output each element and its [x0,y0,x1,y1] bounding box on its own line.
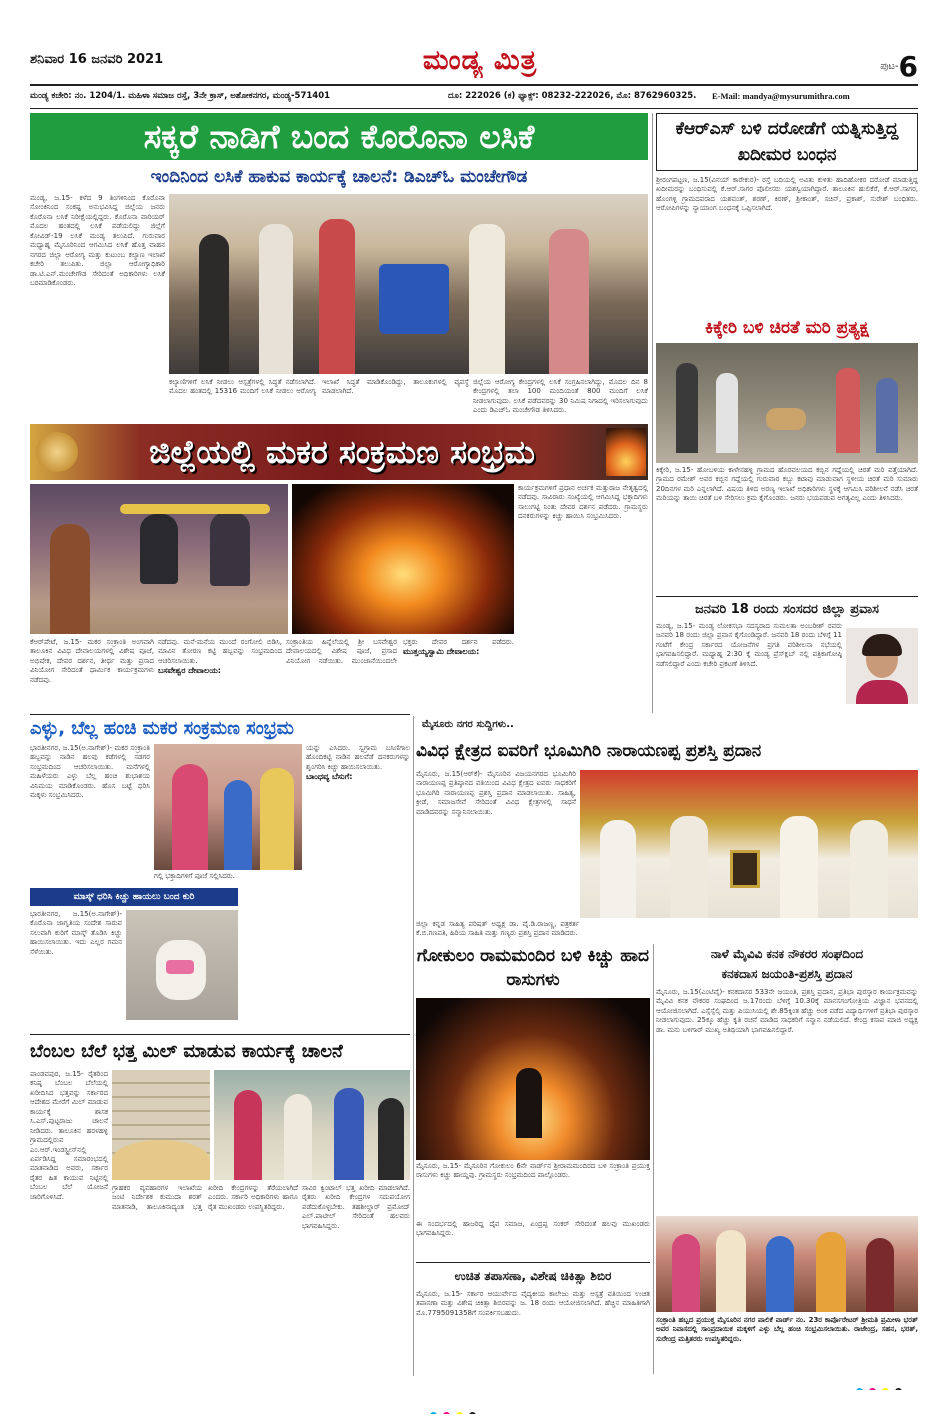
temple-photo [30,484,288,634]
paddy-body-left: ಪಾಂಡವಪುರ, ಜ.15- ರೈತರಿಂದ ಕನಿಷ್ಠ ಬೆಂಬಲ ಬೆಲೆಯಲ್ಲಿ ಖರೀದಿಸಿದ ಭತ್ತವನ್ನು ಸರ್ಕಾರದ ಆದೇಶದ ಮೇರೆಗೆ ಮಿಲ್ ಮಾಡುವ ಕಾರ್ಯಕ್ಕೆ ಶಾಸಕ ಸಿ.ಎಸ್.ಪುಟ್ಟರಾಜು ಚಾಲನೆ ನೀಡಿದರು. ತಾಲೂಕಿನ ಹರಳಹಳ್ಳಿ ಗ್ರಾಮದಲ್ಲಿರುವ ಎಂ.ಆರ್.ಇಂಡಸ್ಟ್ರೀಸ್‌ನಲ್ಲಿ ಏರ್ಪಡಿಸಿದ್ದ ಸಮಾರಂಭದಲ್ಲಿ ಮಾತನಾಡಿದ ಅವರು, ಸರ್ಕಾರ ರೈತರ ಹಿತ ಕಾಯುವ ನಿಟ್ಟಿನಲ್ಲಿ ಬೆಂಬಲ ಬೆಲೆ ಯೋಜನೆ ಜಾರಿಗೊಳಿಸಿದೆ. [30,1070,108,1201]
masthead-phone: ದೂ: 222026 (ಕ) ಫ್ಯಾಕ್ಸ್: 08232-222026, ಮೊ: 8762960325. [448,91,697,101]
award-caption: ಜಿಲ್ಲಾ ಕನ್ನಡ ಸಾಹಿತ್ಯ ಪರಿಷತ್ ಅಧ್ಯಕ್ಷ ಡಾ. ವೈ.ಡಿ.ರಾಜಣ್ಣ, ಪತ್ರಕರ್ತ ಕೆ.ಬಿ.ಗಣಪತಿ, ಹಿರಿಯ ಸಾಹಿತಿ ಮತ್ತು ಗಣ್ಯರು ಪ್ರಶಸ್ತಿ ಪ್ರದಾನ ಮಾಡಿದರು. [416,920,580,938]
award-plaque-icon [730,850,760,888]
mask-icon [166,960,194,974]
sumalatha-saree-icon [856,680,908,704]
sankranti-headline: ಜಿಲ್ಲೆಯಲ್ಲಿ ಮಕರ ಸಂಕ್ರಮಣ ಸಂಭ್ರಮ [149,433,535,471]
gokulam-body: ಈ ಸಂದರ್ಭದಲ್ಲಿ ಹಾಜರಿದ್ದ ದೈವ ಸಮಾಜ, ಏಂದ್ರಪ್ಪ ಸಂಕರ್ ಸೇರಿದಂತೆ ಹಲವು ಮುಖಂಡರು ಭಾಗವಹಿಸಿದ್ದರು. [416,1220,650,1238]
sumalatha-rule [656,596,918,597]
sankranti-caption: ಕೆಆರ್‌ಪೇಟೆ, ಜ.15- ಮಕರ ಸಂಕ್ರಾಂತಿ ಅಂಗವಾಗಿ ತಾಲೂಕಿನ ವಿವಿಧ ದೇವಾಲಯಗಳಲ್ಲಿ ವಿಶೇಷ ಪೂಜೆ, ಅಭಿಷೇಕ, ದೇವರ ದರ್ಶನ, ತೀರ್ಥ ಮತ್ತು ಪ್ರಸಾದ ವಿನಿಯೋಗ ಸೇರಿದಂತೆ ಧಾರ್ಮಿಕ ಕಾರ್ಯಕ್ರಮಗಳು ನಡೆದವು. [30,638,154,684]
leopard-photo [656,343,918,463]
page-number: 6 [898,50,918,80]
health-headline: ಉಚಿತ ತಪಾಸಣಾ, ವಿಶೇಷ ಚಿಕಿತ್ಸಾ ಶಿಬಿರ [454,1269,612,1283]
person-figure-5 [549,229,589,374]
sankranti-body-a [158,638,282,712]
leopard-cub-icon [766,408,806,430]
sankranti-body-b [286,638,514,712]
divider-lower-mid [413,716,414,1376]
masthead-logo: ಮಂಡ್ಯ ಮಿತ್ರ [422,45,538,76]
kanaka-caption: ಸಂಕ್ರಾಂತಿ ಹಬ್ಬದ ಪ್ರಯುಕ್ತ ಮೈಸೂರಿನ ನಗರ ಪಾಲಿಕೆ ವಾರ್ಡ್ ನಂ. 23ರ ಕಾರ್ಪೊರೇಟರ್ ಶ್ರೀಮತಿ ಪ್ರಮೀಳಾ ಭರತ್ ಅವರ ನಿವಾಸದಲ್ಲಿ ಸಾಂಪ್ರದಾಯಿಕ ಮಕ್ಕಳಿಗೆ ಎಳ್ಳು ಬೆಲ್ಲ ಹಂಚಿ ಸಂಭ್ರಮಿಸಲಾಯಿತು. ರಾಜೇಂದ್ರ, ಸಹನ, ಭರತ್, ಸುರೇಂದ್ರ ಮತ್ತಿತರರು ಉಪಸ್ಥಿತರಿದ್ದರು. [656,1316,918,1343]
idol-icon-2 [210,512,250,586]
official-figure-3 [334,1088,364,1180]
person-figure-4 [469,224,505,374]
leopard-headline: ಕಿಕ್ಕೇರಿ ಬಳಿ ಚಿರತೆ ಮರಿ ಪ್ರತ್ಯಕ್ಷ [705,318,869,338]
sankranti-body-c: ಕಾರ್ಯಕ್ರಮಗಳಿಗೆ ಪ್ರಧಾನ ಅರ್ಚಕ ಮತ್ತುರಾಜ ನೇತೃತ್ವದಲ್ಲಿ ನಡೆದವು. ಸಾವಿರಾರು ಸಂಖ್ಯೆಯಲ್ಲಿ ಆಗಮಿಸಿದ್ದ ಭಕ್ತಾದಿಗಳು ಸಾಲುಗಟ್ಟಿ ನಿಂತು ದೇವರ ದರ್ಶನ ಪಡೆದರು. ಗ್ರಾಮಸ್ಥರು ದನಕರುಗಳನ್ನು ಕಿಚ್ಚು ಹಾಯಿಸಿ ಸಂಭ್ರಮಿಸಿದರು. [518,484,648,521]
group-figure-1 [672,1234,700,1312]
paddy-photo-people [214,1070,410,1180]
vaccine-headline: ಸಕ್ಕರೆ ನಾಡಿಗೆ ಬಂದ ಕೊರೊನಾ ಲಸಿಕೆ [143,117,535,156]
ellu-rule [30,714,410,715]
gokulam-headline: ಗೋಕುಲಂ ರಾಮಮಂದಿರ ಬಳಿ ಕಿಚ್ಚು ಹಾದ ರಾಸುಗಳು [417,946,649,990]
award-headline: ವಿವಿಧ ಕ್ಷೇತ್ರದ ಐವರಿಗೆ ಭೂಮಿಗಿರಿ ನಾರಾಯಣಪ್ಪ ಪ್ರಶಸ್ತಿ ಪ್ರದಾನ [416,741,762,761]
group-figure-4 [816,1232,846,1312]
theft-headline: ಕೆಆರ್‌ಎಸ್ ಬಳಿ ದರೋಡೆಗೆ ಯತ್ನಿಸುತ್ತಿದ್ದ ಖದೀಮರ ಬಂಧನ [675,119,899,165]
gokulam-headline-box [416,944,650,996]
divider-right-column [652,113,653,713]
ellu-headline: ಎಳ್ಳು, ಬೆಲ್ಲ ಹಂಚಿ ಮಕರ ಸಂಕ್ರಮಣ ಸಂಭ್ರಮ [30,718,294,739]
sankranti-subhead-a: ಬಸವೇಶ್ವರ ದೇವಾಲಯ: [158,666,221,676]
ellu-body-b-text: ಯನ್ನು ಎಸಿದರು. ಸ್ವಗ್ರಾಮ ಬಸಿಣಿಗಾಲ ಹೊಂದಿಕಟ್ಟಿ ನಾಡಿನ ಹಲವೆಡೆ ದನಕರುಗಳನ್ನು ಶೃಂಗರಿಸಿ ಕಿಚ್ಚು ಹಾಯಿಸಲಾಯಿತು. [306,744,410,771]
registration-marks-right [856,1380,926,1390]
idol-icon-1 [140,514,178,584]
official-figure-4 [378,1098,404,1180]
priest-figure [50,524,90,634]
ellu-photo [154,744,302,870]
kanaka-subhead: ಕನಕದಾಸ ಜಯಂತಿ-ಪ್ರಶಸ್ತಿ ಪ್ರದಾನ [721,967,853,981]
vaccine-body-right-visible: ಜಿಲ್ಲೆಯ ಆರೋಗ್ಯ ಕೇಂದ್ರಗಳಲ್ಲಿ ಲಸಿಕೆ ಸಂಗ್ರಹಿಸಲಾಗಿದ್ದು, ಮೊದಲ ದಿನ 8 ಕೇಂದ್ರಗಳಲ್ಲಿ ತಲಾ 100 ಮಂದಿಯಂತೆ 800 ಮಂದಿಗೆ ಲಸಿಕೆ ನೀಡಲಾಗುವುದು. ಲಸಿಕೆ ಪಡೆದವರನ್ನು 30 ನಿಮಿಷ ನಿಗಾದಲ್ಲಿ ಇರಿಸಲಾಗುವುದು ಎಂದು ಡಿಎಚ್‌ಓ ಮಂಚೇಗೌಡ ತಿಳಿಸಿದರು. [473,378,648,415]
kanaka-photo [656,1216,918,1312]
vaccine-box-icon [379,264,449,334]
villager-figure-1 [676,363,698,453]
person-figure-1 [199,234,229,374]
villager-figure-3 [836,368,860,453]
leopard-body: ಕಿಕ್ಕೇರಿ, ಜ.15- ಹೋಬಳಿಯ ಕಾಳೇನಹಳ್ಳಿ ಗ್ರಾಮದ ಹೊರವಲಯದ ಕಬ್ಬಿನ ಗದ್ದೆಯಲ್ಲಿ ಚಿರತೆ ಮರಿ ಪತ್ತೆಯಾಗಿದೆ. ಗ್ರಾಮದ ರಮೇಶ್ ಅವರ ಕಬ್ಬಿನ ಗದ್ದೆಯಲ್ಲಿ ಗುರುವಾರ ಕಬ್ಬು ಕಟಾವು ಮಾಡುವಾಗ ಸ್ಥಳೀಯ ಚಿರತೆ ಮರಿ ಸುಮಾರು 20ದಿನಗಳ ಮರಿ ಎನ್ನಲಾಗಿದೆ. ವಿಷಯ ತಿಳಿದ ಅರಣ್ಯ ಇಲಾಖೆ ಅಧಿಕಾರಿಗಳು ಸ್ಥಳಕ್ಕೆ ಆಗಮಿಸಿ ಪರಿಶೀಲನೆ ನಡೆಸಿ ಚಿರತೆ ಮರಿಯನ್ನು ತಾಯಿ ಚಿರತೆ ಬಳಿ ಸೇರಿಸಲು ಕ್ರಮ ಕೈಗೊಂಡರು. ಜನರು ಭಯಪಡುವ ಅಗತ್ಯವಿಲ್ಲ ಎಂದು ತಿಳಿಸಿದರು. [656,466,918,503]
kanaka-body: ಮೈಸೂರು, ಜ.15(ಎಂಟಿವೈ)- ಕನಕದಾಸರ 533ನೇ ಜಯಂತಿ, ಪ್ರಶಸ್ತಿ ಪ್ರದಾನ, ಪ್ರತಿಭಾ ಪುರಸ್ಕಾರ ಕಾರ್ಯಕ್ರಮವನ್ನು ಮೈವಿವಿ ಕನಕ ನೌಕರರ ಸಂಘದಿಂದ ಜ.17ರಂದು ಬೆಳಿಗ್ಗೆ 10.30ಕ್ಕೆ ಮಾನಸಗಂಗೋತ್ರಿಯ ವಿಜ್ಞಾನ ಭವನದಲ್ಲಿ ಆಯೋಜಿಸಲಾಗಿದೆ. ಎಸ್ಸೆಸ್ಸೆಲ್ಸಿ ಮತ್ತು ಪಿಯುಸಿಯಲ್ಲಿ ಶೇ.85ಕ್ಕಿಂತ ಹೆಚ್ಚು ಅಂಕ ಪಡೆದ ವಿದ್ಯಾರ್ಥಿಗಳಿಗೆ ಪ್ರತಿಭಾ ಪುರಸ್ಕಾರ ನೀಡಲಾಗುವುದು. 25ಕ್ಕೂ ಹೆಚ್ಚು ಕೃತಿ ರಚನೆ ಮಾಡಿದ ಸಾಧಕರಿಗೆ ಸನ್ಮಾನ ನಡೆಯಲಿದೆ. ಕೇಂದ್ರ ಕಸಾಪ ಮಾಜಿ ಅಧ್ಯಕ್ಷ ಡಾ. ಮನು ಬಳಿಗಾರ್ ಮುಖ್ಯ ಅತಿಥಿಯಾಗಿ ಭಾಗವಹಿಸಲಿದ್ದಾರೆ. [656,988,918,1034]
paddy-photo-sacks [112,1070,210,1180]
villager-figure-4 [876,378,898,453]
registration-marks [430,1404,520,1414]
mask-body: ಭಾರತೀನಗರ, ಜ.15(ಅ.ನಾಗೇಶ್)- ಕೊರೊನಾ ಜಾಗೃತಿಯ ಸಂದೇಶ ಸಾರುವ ಸಲುವಾಗಿ ಕುರಿಗೆ ಮಾಸ್ಕ್ ತೊಡಿಸಿ ಕಿಚ್ಚು ಹಾಯಿಸಲಾಯಿತು. ಇದು ಎಲ್ಲರ ಗಮನ ಸೆಳೆಯಿತು. [30,910,122,956]
health-body: ಮೈಸೂರು, ಜ.15- ಸರ್ಕಾರ ಆಯುರ್ವೇದ ವೈದ್ಯಕೀಯ ಕಾಲೇಜು ಮತ್ತು ಆಸ್ಪತ್ರೆ ವತಿಯಿಂದ ಉಚಿತ ತಪಾಸಣಾ ಮತ್ತು ವಿಶೇಷ ಚಿಕಿತ್ಸಾ ಶಿಬಿರವನ್ನು ಜ. 18 ರಂದು ಆಯೋಜಿಸಲಾಗಿದೆ. ಹೆಚ್ಚಿನ ಮಾಹಿತಿಗಾಗಿ ಮೊ.7795091358ಗೆ ಸಂಪರ್ಕಿಸಬಹುದು. [416,1290,650,1317]
sankranti-subhead-b: ಮುತ್ತಯ್ಯಸ್ವಾಮಿ ದೇವಾಲಯ: [403,647,480,657]
paddy-body-right: ಸಾವಿರ ಕ್ವಿಂಟಾಲ್ ಭತ್ತ ಖರೀದಿ ಮಾಡಲಾಗಿದೆ. ರೈತರು ಖರೀದಿ ಕೇಂದ್ರಗಳ ಸದುಪಯೋಗ ಪಡೆದುಕೊಳ್ಳಬೇಕು. ತಹಶೀಲ್ದಾರ್ ಪ್ರಮೋದ್ ಎಲ್.ಪಾಟೀಲ್ ಸೇರಿದಂತೆ ಹಲವರು ಭಾಗವಹಿಸಿದ್ದರು. [302,1184,410,1230]
vaccine-headline-bar [30,113,648,160]
sheep-photo [126,910,238,1020]
masthead-address: ಮಂಡ್ಯ ಕಚೇರಿ: ನಂ. 1204/1. ಮಹಿಳಾ ಸಮಾಜ ರಸ್ತೆ, 3ನೇ ಕ್ರಾಸ್, ಅಶೋಕನಗರ, ಮಂಡ್ಯ-571401 [30,91,331,101]
sumalatha-headline: ಜನವರಿ 18 ರಂದು ಸಂಸದರ ಜಿಲ್ಲಾ ಪ್ರವಾಸ [695,602,879,617]
villager-figure-2 [716,373,738,453]
official-figure-1 [234,1090,262,1180]
child-figure [224,780,252,870]
ellu-body: ಭಾರತೀನಗರ, ಜ.15(ಅ.ನಾಗೇಶ್)- ಮಕರ ಸಂಕ್ರಾಂತಿ ಹಬ್ಬವನ್ನು ನಾಡಿನ ಹಲವು ಕಡೆಗಳಲ್ಲಿ ಸಡಗರ ಸಂಭ್ರಮದಿಂದ ಆಚರಿಸಲಾಯಿತು. ಮನೆಗಳಲ್ಲಿ ಮಹಿಳೆಯರು ಎಳ್ಳು ಬೆಲ್ಲ ಹಂಚಿ ಶುಭಾಶಯ ವಿನಿಮಯ ಮಾಡಿಕೊಂಡರು. ಹೊಸ ಬಟ್ಟೆ ಧರಿಸಿ ಮಕ್ಕಳು ಸಂಭ್ರಮಿಸಿದರು. [30,744,150,800]
masthead-rule-top [30,84,918,86]
page-label-text: ಪುಟ- [880,61,899,72]
awardee-figure-2 [670,816,708,918]
fire-icon [606,428,646,476]
divider-lower-right [653,944,654,1374]
mask-continued [242,888,410,1030]
health-rule [416,1262,650,1263]
masthead-rule-bottom [30,108,918,109]
sankranti-banner [30,424,648,480]
grain-pile-icon [112,1140,210,1180]
awardee-figure-4 [850,820,888,918]
sankranti-body-b-text: ಸಂಕ್ರಾಂತಿಯ ಹಿನ್ನೆಲೆಯಲ್ಲಿ ಶ್ರೀ ಬಸವೇಶ್ವರ ದೇವಾಲಯದಲ್ಲಿ ವಿಶೇಷ ಪೂಜೆ, ಪ್ರಸಾದ ವಿನಿಯೋಗ ನಡೆಯಿತು. ಮುಂಜಾನೆಯಿಂದಲೇ ಭಕ್ತರು ದೇವರ ದರ್ಶನ ಪಡೆದರು. [286,638,514,665]
garland-icon [120,504,270,514]
paddy-rule [30,1034,410,1035]
theft-body: ಶ್ರೀರಂಗಪಟ್ಟಣ, ಜ.15(ವಿನಯ್ ಕಾರೇಕುರ)- ರಸ್ತೆ ಬದಿಯಲ್ಲಿ ಅವಿತು ಕುಳಿತು ಹಾದಿಹೋಕರ ದರೋಡೆ ಮಾಡುತ್ತಿದ್ದ ಖದೀಮರನ್ನು ಬಂಧಿಸುವಲ್ಲಿ ಕೆ.ಆರ್.ಸಾಗರ ಪೊಲೀಸರು ಯಶಸ್ವಿಯಾಗಿದ್ದಾರೆ. ತಾಲೂಕಿನ ಹುಲಿಕೆರೆ, ಕೆ.ಆರ್.ಸಾಗರ, ಹೊಂಗಳ್ಳಿ ಗ್ರಾಮದವರಾದ ಯಶವಂತ್, ಶರಣ್, ಕಿರಣ್, ಶ್ರೀಕಾಂತ್, ಸಚಿನ್, ಪ್ರಕಾಶ್, ಸುರೇಶ್ ಬಂಧಿತರು. ಆರೋಪಿಗಳನ್ನು ನ್ಯಾಯಾಂಗ ಬಂಧನಕ್ಕೆ ಒಪ್ಪಿಸಲಾಗಿದೆ. [656,176,918,213]
vaccine-subhead: ಇಂದಿನಿಂದ ಲಸಿಕೆ ಹಾಕುವ ಕಾರ್ಯಕ್ಕೆ ಚಾಲನೆ: ಡಿಎಚ್‌ಓ ಮಂಚೇಗೌಡ [150,167,528,187]
bonfire-photo [292,484,514,634]
vaccine-body-left: ಮಂಡ್ಯ, ಜ.15- ಕಳೆದ 9 ತಿಂಗಳಿನಿಂದ ಕೊರೊನಾ ಸೋಂಕಿನಿಂದ ಸಂಕಷ್ಟ ಅನುಭವಿಸಿದ್ದ ಜಿಲ್ಲೆಯ ಜನರು ಕೊರೊನಾ ಲಸಿಕೆ ನಿರೀಕ್ಷೆಯಲ್ಲಿದ್ದರು. ಕೊರೊನಾ ವಾರಿಯರ್ ಮೊದಲ ಹಂತದಲ್ಲಿ ಲಸಿಕೆ ಪಡೆಯಲಿದ್ದು ಜಿಲ್ಲೆಗೆ ಕೋವಿಡ್-19 ಲಸಿಕೆ ಮಂಡ್ಯ ತಲುಪಿದೆ. ಗುರುವಾರ ಮಧ್ಯಾಹ್ನ ಮೈಸೂರಿನಿಂದ ಆಗಮಿಸಿದ ಲಸಿಕೆ ಹೊತ್ತ ವಾಹನ ನಗರದ ಜಿಲ್ಲಾ ಆರೋಗ್ಯ ಮತ್ತು ಕುಟುಂಬ ಕಲ್ಯಾಣ ಇಲಾಖೆ ಕಚೇರಿ ತಲುಪಿತು. ಜಿಲ್ಲಾ ಆರೋಗ್ಯಾಧಿಕಾರಿ ಡಾ.ಟಿ.ಎನ್.ಮಂಚೇಗೌಡ ಸೇರಿದಂತೆ ಅಧಿಕಾರಿಗಳು ಲಸಿಕೆ ಬರಮಾಡಿಕೊಂಡರು. [30,194,165,287]
sumalatha-hair-icon [862,634,902,656]
sumalatha-body: ಮಂಡ್ಯ, ಜ.15- ಮಂಡ್ಯ ಲೋಕಸಭಾ ಸದಸ್ಯರಾದ ಸುಮಲತಾ ಅಂಬರೀಶ್ ರವರು ಜನವರಿ 18 ರಂದು ಜಿಲ್ಲಾ ಪ್ರವಾಸ ಕೈಗೊಂಡಿದ್ದಾರೆ. ಜನವರಿ 18 ರಂದು ಬೆಳಿಗ್ಗೆ 11 ಗಂಟೆಗೆ ಕೇಂದ್ರ ಸರ್ಕಾರದ ಯೋಜನೆಗಳ ಪ್ರಗತಿ ಪರಿಶೀಲನಾ ಸಭೆಯಲ್ಲಿ ಭಾಗವಹಿಸಲಿದ್ದಾರೆ. ಮಧ್ಯಾಹ್ನ 2:30 ಕ್ಕೆ ಮಂಡ್ಯ ಪ್ರೆಸ್‌ಕ್ಲಬ್ ನಲ್ಲಿ ಪತ್ರಿಕಾಗೋಷ್ಠಿ ನಡೆಸಲಿದ್ದಾರೆ ಎಂದು ಕಚೇರಿ ಪ್ರಕಟಣೆ ತಿಳಿಸಿದೆ. [656,622,842,668]
person-figure-2 [259,224,293,374]
masthead-email: E-Mail: mandya@mysurumithra.com [712,91,850,101]
group-figure-2 [716,1230,746,1312]
award-body: ಮೈಸೂರು, ಜ.15(ಆರ್‌ಕೆ)- ಮೈಸೂರಿನ ವಿಜಯನಗರದ ಭೂಮಿಗಿರಿ ನಾರಾಯಣಪ್ಪ ಪ್ರತಿಷ್ಠಾನದ ವತಿಯಿಂದ ವಿವಿಧ ಕ್ಷೇತ್ರದ ಐವರು ಸಾಧಕರಿಗೆ ಭೂಮಿಗಿರಿ ನಾರಾಯಣಪ್ಪ ಪ್ರಶಸ್ತಿ ಪ್ರದಾನ ಮಾಡಲಾಯಿತು. ಸಾಹಿತ್ಯ, ಕ್ರೀಡೆ, ಸಮಾಜಸೇವೆ ಸೇರಿದಂತೆ ವಿವಿಧ ಕ್ಷೇತ್ರಗಳಲ್ಲಿ ಸಾಧನೆ ಮಾಡಿದವರನ್ನು ಸನ್ಮಾನಿಸಲಾಯಿತು. [416,770,576,816]
awardee-figure-3 [780,816,818,918]
mask-headline: ಮಾಸ್ಕ್ ಧರಿಸಿ ಕಿಚ್ಚು ಹಾಯಲು ಬಂದ ಕುರಿ [30,888,238,906]
sweets-bowl-icon [36,432,78,472]
kanaka-headline: ನಾಳೆ ಮೈವಿವಿ ಕನಕ ನೌಕರರ ಸಂಘದಿಂದ [710,947,864,961]
vaccine-photo [169,194,648,374]
awardee-figure-1 [600,820,636,918]
woman-figure-1 [172,764,208,870]
paddy-headline: ಬೆಂಬಲ ಬೆಲೆ ಭತ್ತ ಮಿಲ್ ಮಾಡುವ ಕಾರ್ಯಕ್ಕೆ ಚಾಲನೆ [30,1041,343,1062]
group-figure-3 [766,1236,794,1312]
paddy-body-mid: ಗ್ರಾಹಕರ ವ್ಯವಹಾರಗಳ ಇಲಾಖೆಯ ಜಂಟಿ ನಿರ್ದೇಶಕ ಕುಮುದಾ ಶರತ್ ಮಾತನಾಡಿ, ತಾಲೂಕಿನಾದ್ಯಂತ ಭತ್ತ ಖರೀದಿ ಕೇಂದ್ರಗಳನ್ನು ತೆರೆಯಲಾಗಿದೆ ಎಂದರು. ಸರ್ಕಾರಿ ಅಧಿಕಾರಿಗಳು ಹಾಗೂ ರೈತ ಮುಖಂಡರು ಉಪಸ್ಥಿತರಿದ್ದರು. [112,1184,298,1211]
ellu-subhead: ಬಾಂಧವ್ಯ ಬೆಸುಗೆ: [306,772,353,782]
group-figure-5 [866,1238,894,1312]
ellu-body-b [306,744,410,884]
award-photo [580,770,918,918]
page-label [838,50,918,80]
sumalatha-photo [846,628,918,704]
ellu-caption: ಗಲ್ಲಿ ಭಕ್ತಾದಿಗಳಿಗೆ ಪೂಜೆ ಸಲ್ಲಿಸಿದರು. [154,872,235,880]
runner-figure [516,1068,542,1138]
masthead [0,0,945,118]
award-kicker: ಮೈಸೂರು ನಗರ ಸುದ್ದಿಗಳು.. [416,716,566,734]
sankranti-body-a-text: ನಡೆದವು. ಮನೆ-ಮನೆಯ ಮುಂದೆ ರಂಗೋಲಿ ಬಿಡಿಸಿ, ಮಾವಿನ ತೋರಣ ಕಟ್ಟಿ ಹಬ್ಬವನ್ನು ಸಂಭ್ರಮದಿಂದ ಆಚರಿಸಲಾಯಿತು. [158,638,282,665]
gokulam-photo [416,998,650,1160]
official-figure-2 [284,1094,312,1180]
masthead-date: ಶನಿವಾರ 16 ಜನವರಿ 2021 [30,52,164,67]
person-figure-3 [319,219,355,374]
vaccine-body-mid: ಕಲ್ಯಾಣಿಗಳಿಗೆ ಲಸಿಕೆ ನೀಡಲು ಆಸ್ಪತ್ರೆಗಳಲ್ಲಿ ಸಿದ್ಧತೆ ನಡೆಸಲಾಗಿದೆ. ಮೊದಲ ಹಂತದಲ್ಲಿ 15316 ಮಂದಿಗೆ ಲಸಿಕೆ ನೀಡಲು ಆರೋಗ್ಯ ಇಲಾಖೆ ಸಿದ್ಧತೆ ಮಾಡಿಕೊಂಡಿದ್ದು, ತಾಲೂಕುಗಳಲ್ಲಿ ವ್ಯವಸ್ಥೆ ಮಾಡಲಾಗಿದೆ. [169,378,469,396]
woman-figure-2 [260,768,294,870]
gokulam-caption: ಮೈಸೂರು, ಜ.15- ಮೈಸೂರಿನ ಗೋಕುಲಂ 6ನೇ ವಾರ್ಡ್‌ನ ಶ್ರೀರಾಮಮಂದಿರದ ಬಳಿ ಸಂಕ್ರಾಂತಿ ಪ್ರಯುಕ್ತ ರಾಸುಗಳು ಕಿಚ್ಚು ಹಾಯ್ದವು. ಗ್ರಾಮಸ್ಥರು ಸಂಭ್ರಮದಿಂದ ಪಾಲ್ಗೊಂಡರು. [416,1162,650,1180]
theft-headline-box [656,113,918,171]
